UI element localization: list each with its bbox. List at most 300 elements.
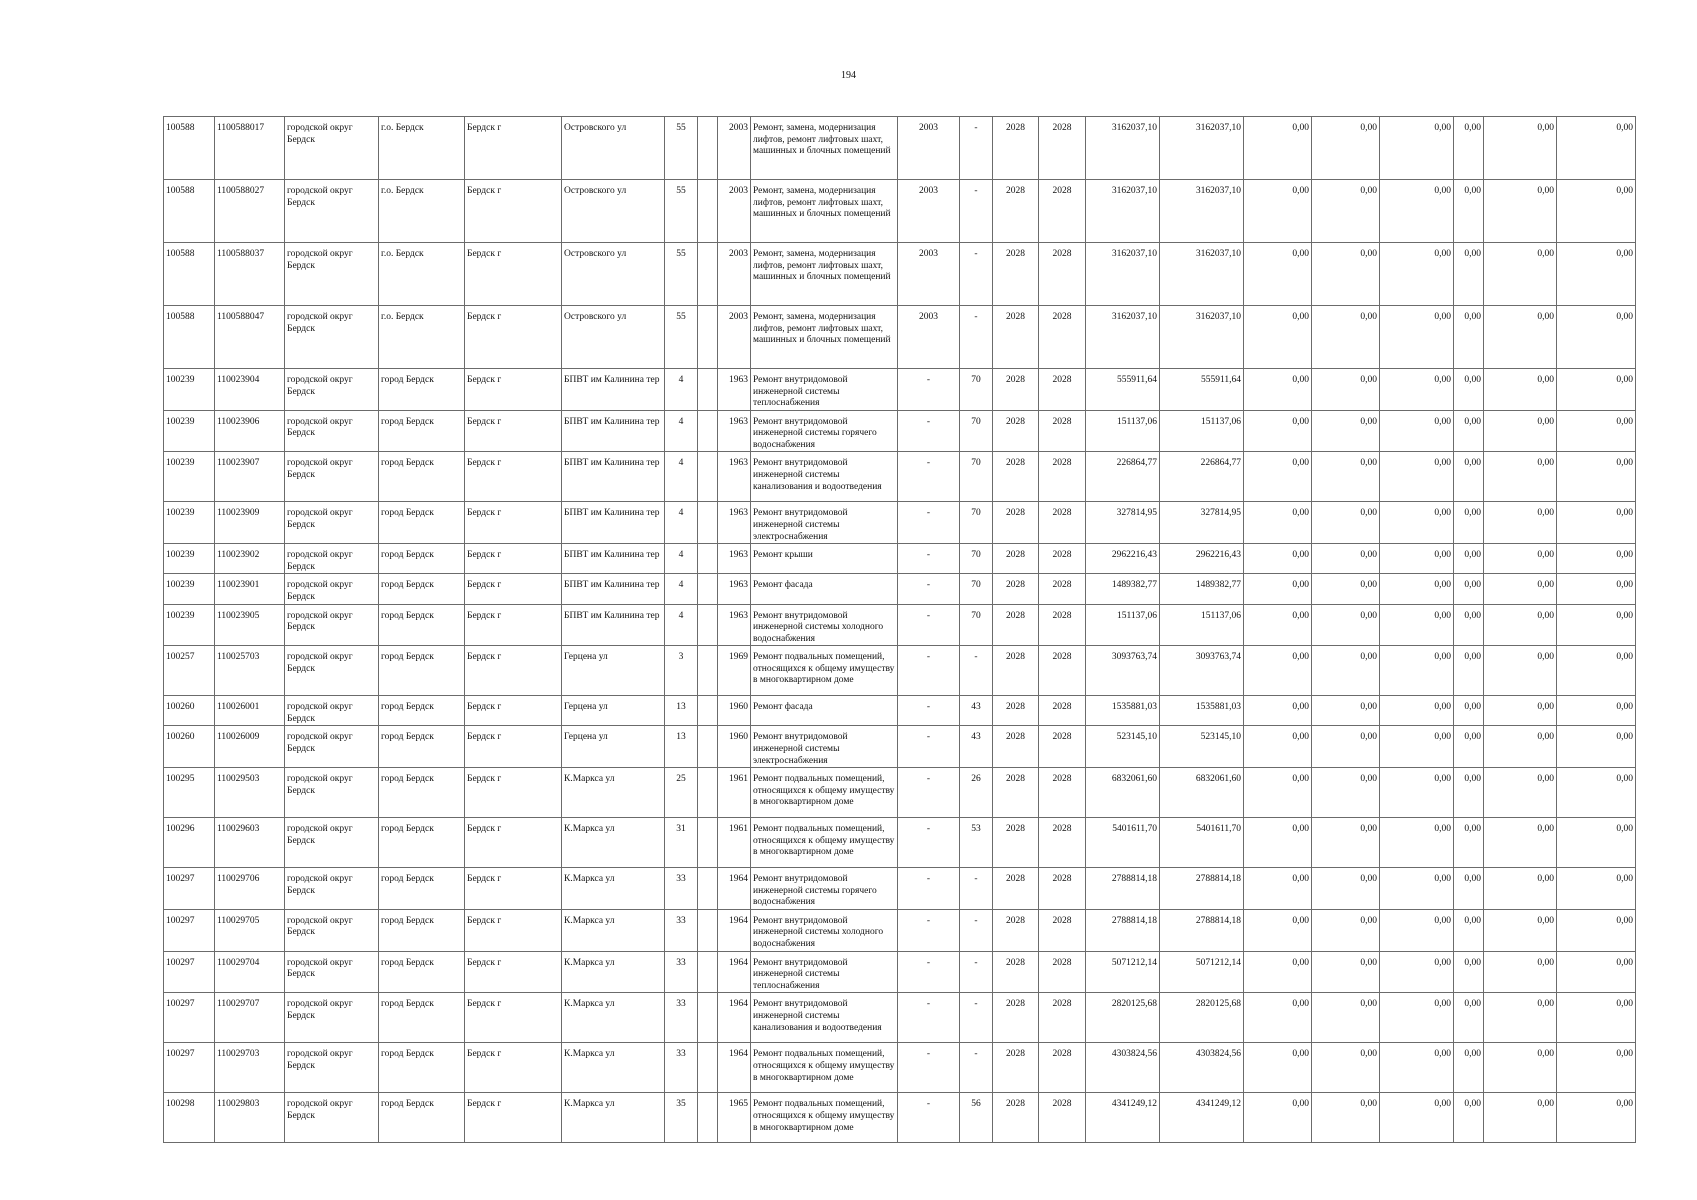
build-year-cell: 1964 xyxy=(718,951,751,993)
house-id-cell: 100588 xyxy=(164,306,215,369)
extra-funds-cell: 0,00 xyxy=(1557,696,1636,726)
last-repair-year-cell: - xyxy=(898,452,960,502)
house-id-cell: 100239 xyxy=(164,604,215,646)
last-repair-year-cell: - xyxy=(898,951,960,993)
fund-cost-cell: 4341249,12 xyxy=(1160,1093,1244,1143)
table-row xyxy=(164,818,1636,868)
wear-percent-cell: - xyxy=(960,306,993,369)
build-year-cell: 2003 xyxy=(718,243,751,306)
fund-cost-cell: 5071212,14 xyxy=(1160,951,1244,993)
settlement-cell: город Бердск xyxy=(379,369,465,411)
wear-percent-cell: 53 xyxy=(960,818,993,868)
planned-end-year-cell: 2028 xyxy=(1039,180,1086,243)
last-repair-year-cell: 2003 xyxy=(898,180,960,243)
total-cost-cell: 3162037,10 xyxy=(1086,243,1160,306)
municipal-district-cell: городской округ Бердск xyxy=(285,117,379,180)
work-id-cell: 110023909 xyxy=(215,502,285,544)
regional-budget-cell: 0,00 xyxy=(1312,868,1380,910)
other-source-cell: 0,00 xyxy=(1454,306,1484,369)
wear-percent-cell: 70 xyxy=(960,604,993,646)
municipal-district-cell: городской округ Бердск xyxy=(285,1043,379,1093)
locality-cell: Бердск г xyxy=(465,452,562,502)
total-cost-cell: 5071212,14 xyxy=(1086,951,1160,993)
federal-budget-cell: 0,00 xyxy=(1244,951,1312,993)
fund-cost-cell: 1489382,77 xyxy=(1160,574,1244,604)
street-cell: Островского ул xyxy=(562,243,665,306)
planned-start-year-cell: 2028 xyxy=(993,117,1039,180)
planned-start-year-cell: 2028 xyxy=(993,726,1039,768)
building-cell xyxy=(698,993,718,1043)
regional-budget-cell: 0,00 xyxy=(1312,243,1380,306)
other-source-cell: 0,00 xyxy=(1454,369,1484,411)
building-cell xyxy=(698,768,718,818)
owners-funds-cell: 0,00 xyxy=(1484,993,1557,1043)
work-id-cell: 110029707 xyxy=(215,993,285,1043)
house-id-cell: 100296 xyxy=(164,818,215,868)
page-number: 194 xyxy=(841,70,856,81)
house-number-cell: 55 xyxy=(665,117,698,180)
regional-budget-cell: 0,00 xyxy=(1312,726,1380,768)
extra-funds-cell: 0,00 xyxy=(1557,117,1636,180)
work-type-cell: Ремонт подвальных помещений, относящихся к общему имуществу в многоквартирном доме xyxy=(751,1043,898,1093)
local-budget-cell: 0,00 xyxy=(1380,243,1454,306)
total-cost-cell: 3162037,10 xyxy=(1086,306,1160,369)
building-cell xyxy=(698,410,718,452)
total-cost-cell: 151137,06 xyxy=(1086,604,1160,646)
work-type-cell: Ремонт подвальных помещений, относящихся к общему имуществу в многоквартирном доме xyxy=(751,1093,898,1143)
municipal-district-cell: городской округ Бердск xyxy=(285,243,379,306)
federal-budget-cell: 0,00 xyxy=(1244,726,1312,768)
other-source-cell: 0,00 xyxy=(1454,646,1484,696)
build-year-cell: 1969 xyxy=(718,646,751,696)
street-cell: Герцена ул xyxy=(562,726,665,768)
total-cost-cell: 2788814,18 xyxy=(1086,868,1160,910)
table-row xyxy=(164,646,1636,696)
work-id-cell: 110023907 xyxy=(215,452,285,502)
last-repair-year-cell: - xyxy=(898,502,960,544)
building-cell xyxy=(698,369,718,411)
work-id-cell: 110029704 xyxy=(215,951,285,993)
wear-percent-cell: - xyxy=(960,909,993,951)
owners-funds-cell: 0,00 xyxy=(1484,951,1557,993)
total-cost-cell: 6832061,60 xyxy=(1086,768,1160,818)
work-type-cell: Ремонт, замена, модернизация лифтов, ремонт лифтовых шахт, машинных и блочных помещений xyxy=(751,243,898,306)
house-id-cell: 100588 xyxy=(164,180,215,243)
municipal-district-cell: городской округ Бердск xyxy=(285,726,379,768)
planned-start-year-cell: 2028 xyxy=(993,1043,1039,1093)
table-row xyxy=(164,726,1636,768)
last-repair-year-cell: - xyxy=(898,410,960,452)
owners-funds-cell: 0,00 xyxy=(1484,1093,1557,1143)
fund-cost-cell: 151137,06 xyxy=(1160,604,1244,646)
planned-start-year-cell: 2028 xyxy=(993,818,1039,868)
house-number-cell: 33 xyxy=(665,868,698,910)
other-source-cell: 0,00 xyxy=(1454,768,1484,818)
fund-cost-cell: 4303824,56 xyxy=(1160,1043,1244,1093)
build-year-cell: 1964 xyxy=(718,993,751,1043)
local-budget-cell: 0,00 xyxy=(1380,410,1454,452)
total-cost-cell: 555911,64 xyxy=(1086,369,1160,411)
work-id-cell: 110023905 xyxy=(215,604,285,646)
street-cell: Островского ул xyxy=(562,306,665,369)
fund-cost-cell: 226864,77 xyxy=(1160,452,1244,502)
regional-budget-cell: 0,00 xyxy=(1312,544,1380,574)
house-id-cell: 100239 xyxy=(164,574,215,604)
work-id-cell: 110029803 xyxy=(215,1093,285,1143)
build-year-cell: 1961 xyxy=(718,768,751,818)
house-id-cell: 100239 xyxy=(164,410,215,452)
table-row xyxy=(164,909,1636,951)
table-row xyxy=(164,369,1636,411)
municipal-district-cell: городской округ Бердск xyxy=(285,646,379,696)
fund-cost-cell: 2788814,18 xyxy=(1160,909,1244,951)
locality-cell: Бердск г xyxy=(465,574,562,604)
owners-funds-cell: 0,00 xyxy=(1484,544,1557,574)
last-repair-year-cell: - xyxy=(898,909,960,951)
planned-start-year-cell: 2028 xyxy=(993,604,1039,646)
street-cell: К.Маркса ул xyxy=(562,818,665,868)
planned-start-year-cell: 2028 xyxy=(993,1093,1039,1143)
work-type-cell: Ремонт подвальных помещений, относящихся к общему имуществу в многоквартирном доме xyxy=(751,768,898,818)
fund-cost-cell: 555911,64 xyxy=(1160,369,1244,411)
extra-funds-cell: 0,00 xyxy=(1557,1043,1636,1093)
local-budget-cell: 0,00 xyxy=(1380,369,1454,411)
wear-percent-cell: 43 xyxy=(960,696,993,726)
other-source-cell: 0,00 xyxy=(1454,909,1484,951)
wear-percent-cell: - xyxy=(960,1043,993,1093)
house-id-cell: 100297 xyxy=(164,951,215,993)
extra-funds-cell: 0,00 xyxy=(1557,574,1636,604)
settlement-cell: город Бердск xyxy=(379,502,465,544)
street-cell: К.Маркса ул xyxy=(562,768,665,818)
settlement-cell: город Бердск xyxy=(379,574,465,604)
building-cell xyxy=(698,502,718,544)
owners-funds-cell: 0,00 xyxy=(1484,726,1557,768)
municipal-district-cell: городской округ Бердск xyxy=(285,306,379,369)
building-cell xyxy=(698,452,718,502)
house-id-cell: 100297 xyxy=(164,868,215,910)
house-number-cell: 13 xyxy=(665,726,698,768)
total-cost-cell: 3093763,74 xyxy=(1086,646,1160,696)
house-number-cell: 55 xyxy=(665,243,698,306)
locality-cell: Бердск г xyxy=(465,117,562,180)
wear-percent-cell: - xyxy=(960,646,993,696)
house-number-cell: 25 xyxy=(665,768,698,818)
last-repair-year-cell: - xyxy=(898,993,960,1043)
build-year-cell: 1964 xyxy=(718,868,751,910)
local-budget-cell: 0,00 xyxy=(1380,117,1454,180)
total-cost-cell: 523145,10 xyxy=(1086,726,1160,768)
wear-percent-cell: 70 xyxy=(960,574,993,604)
house-number-cell: 55 xyxy=(665,306,698,369)
build-year-cell: 2003 xyxy=(718,306,751,369)
federal-budget-cell: 0,00 xyxy=(1244,544,1312,574)
building-cell xyxy=(698,868,718,910)
regional-budget-cell: 0,00 xyxy=(1312,909,1380,951)
street-cell: БПВТ им Калинина тер xyxy=(562,574,665,604)
building-cell xyxy=(698,604,718,646)
municipal-district-cell: городской округ Бердск xyxy=(285,1093,379,1143)
house-number-cell: 4 xyxy=(665,544,698,574)
house-number-cell: 3 xyxy=(665,646,698,696)
fund-cost-cell: 1535881,03 xyxy=(1160,696,1244,726)
extra-funds-cell: 0,00 xyxy=(1557,909,1636,951)
regional-budget-cell: 0,00 xyxy=(1312,410,1380,452)
planned-start-year-cell: 2028 xyxy=(993,502,1039,544)
fund-cost-cell: 2820125,68 xyxy=(1160,993,1244,1043)
regional-budget-cell: 0,00 xyxy=(1312,574,1380,604)
work-type-cell: Ремонт подвальных помещений, относящихся к общему имуществу в многоквартирном доме xyxy=(751,646,898,696)
planned-end-year-cell: 2028 xyxy=(1039,1093,1086,1143)
regional-budget-cell: 0,00 xyxy=(1312,993,1380,1043)
last-repair-year-cell: - xyxy=(898,369,960,411)
municipal-district-cell: городской округ Бердск xyxy=(285,993,379,1043)
total-cost-cell: 1489382,77 xyxy=(1086,574,1160,604)
build-year-cell: 1963 xyxy=(718,544,751,574)
planned-start-year-cell: 2028 xyxy=(993,574,1039,604)
planned-start-year-cell: 2028 xyxy=(993,868,1039,910)
wear-percent-cell: - xyxy=(960,868,993,910)
owners-funds-cell: 0,00 xyxy=(1484,818,1557,868)
street-cell: БПВТ им Калинина тер xyxy=(562,502,665,544)
federal-budget-cell: 0,00 xyxy=(1244,117,1312,180)
wear-percent-cell: - xyxy=(960,951,993,993)
building-cell xyxy=(698,1043,718,1093)
total-cost-cell: 2788814,18 xyxy=(1086,909,1160,951)
building-cell xyxy=(698,696,718,726)
house-number-cell: 33 xyxy=(665,993,698,1043)
federal-budget-cell: 0,00 xyxy=(1244,696,1312,726)
table-row xyxy=(164,180,1636,243)
work-id-cell: 110029603 xyxy=(215,818,285,868)
table-row xyxy=(164,306,1636,369)
locality-cell: Бердск г xyxy=(465,369,562,411)
last-repair-year-cell: - xyxy=(898,1043,960,1093)
work-type-cell: Ремонт, замена, модернизация лифтов, ремонт лифтовых шахт, машинных и блочных помещений xyxy=(751,306,898,369)
last-repair-year-cell: 2003 xyxy=(898,243,960,306)
regional-budget-cell: 0,00 xyxy=(1312,180,1380,243)
planned-end-year-cell: 2028 xyxy=(1039,574,1086,604)
build-year-cell: 1963 xyxy=(718,502,751,544)
last-repair-year-cell: - xyxy=(898,868,960,910)
building-cell xyxy=(698,909,718,951)
settlement-cell: город Бердск xyxy=(379,768,465,818)
total-cost-cell: 3162037,10 xyxy=(1086,180,1160,243)
local-budget-cell: 0,00 xyxy=(1380,502,1454,544)
wear-percent-cell: 70 xyxy=(960,410,993,452)
total-cost-cell: 2962216,43 xyxy=(1086,544,1160,574)
owners-funds-cell: 0,00 xyxy=(1484,646,1557,696)
building-cell xyxy=(698,726,718,768)
wear-percent-cell: 43 xyxy=(960,726,993,768)
federal-budget-cell: 0,00 xyxy=(1244,646,1312,696)
fund-cost-cell: 3162037,10 xyxy=(1160,117,1244,180)
house-number-cell: 4 xyxy=(665,410,698,452)
municipal-district-cell: городской округ Бердск xyxy=(285,544,379,574)
build-year-cell: 1963 xyxy=(718,574,751,604)
federal-budget-cell: 0,00 xyxy=(1244,574,1312,604)
planned-start-year-cell: 2028 xyxy=(993,410,1039,452)
build-year-cell: 1960 xyxy=(718,696,751,726)
settlement-cell: город Бердск xyxy=(379,951,465,993)
locality-cell: Бердск г xyxy=(465,1043,562,1093)
work-type-cell: Ремонт внутридомовой инженерной системы теплоснабжения xyxy=(751,951,898,993)
owners-funds-cell: 0,00 xyxy=(1484,604,1557,646)
total-cost-cell: 4341249,12 xyxy=(1086,1093,1160,1143)
building-cell xyxy=(698,544,718,574)
work-type-cell: Ремонт внутридомовой инженерной системы электроснабжения xyxy=(751,502,898,544)
settlement-cell: г.о. Бердск xyxy=(379,306,465,369)
local-budget-cell: 0,00 xyxy=(1380,951,1454,993)
table-row xyxy=(164,502,1636,544)
fund-cost-cell: 3162037,10 xyxy=(1160,306,1244,369)
settlement-cell: город Бердск xyxy=(379,1093,465,1143)
regional-budget-cell: 0,00 xyxy=(1312,1093,1380,1143)
other-source-cell: 0,00 xyxy=(1454,117,1484,180)
house-number-cell: 33 xyxy=(665,909,698,951)
regional-budget-cell: 0,00 xyxy=(1312,117,1380,180)
wear-percent-cell: 70 xyxy=(960,544,993,574)
work-type-cell: Ремонт внутридомовой инженерной системы электроснабжения xyxy=(751,726,898,768)
regional-budget-cell: 0,00 xyxy=(1312,951,1380,993)
settlement-cell: город Бердск xyxy=(379,993,465,1043)
planned-start-year-cell: 2028 xyxy=(993,243,1039,306)
house-id-cell: 100297 xyxy=(164,909,215,951)
house-number-cell: 13 xyxy=(665,696,698,726)
work-id-cell: 110025703 xyxy=(215,646,285,696)
work-type-cell: Ремонт внутридомовой инженерной системы горячего водоснабжения xyxy=(751,410,898,452)
locality-cell: Бердск г xyxy=(465,818,562,868)
street-cell: БПВТ им Калинина тер xyxy=(562,410,665,452)
work-id-cell: 1100588027 xyxy=(215,180,285,243)
street-cell: К.Маркса ул xyxy=(562,868,665,910)
federal-budget-cell: 0,00 xyxy=(1244,369,1312,411)
work-id-cell: 110029705 xyxy=(215,909,285,951)
planned-start-year-cell: 2028 xyxy=(993,951,1039,993)
build-year-cell: 1961 xyxy=(718,818,751,868)
extra-funds-cell: 0,00 xyxy=(1557,306,1636,369)
house-number-cell: 33 xyxy=(665,1043,698,1093)
planned-end-year-cell: 2028 xyxy=(1039,369,1086,411)
federal-budget-cell: 0,00 xyxy=(1244,818,1312,868)
fund-cost-cell: 2962216,43 xyxy=(1160,544,1244,574)
federal-budget-cell: 0,00 xyxy=(1244,868,1312,910)
work-id-cell: 1100588047 xyxy=(215,306,285,369)
locality-cell: Бердск г xyxy=(465,726,562,768)
local-budget-cell: 0,00 xyxy=(1380,574,1454,604)
settlement-cell: город Бердск xyxy=(379,604,465,646)
planned-end-year-cell: 2028 xyxy=(1039,726,1086,768)
last-repair-year-cell: - xyxy=(898,768,960,818)
settlement-cell: город Бердск xyxy=(379,544,465,574)
regional-budget-cell: 0,00 xyxy=(1312,818,1380,868)
local-budget-cell: 0,00 xyxy=(1380,696,1454,726)
extra-funds-cell: 0,00 xyxy=(1557,369,1636,411)
work-type-cell: Ремонт подвальных помещений, относящихся к общему имуществу в многоквартирном доме xyxy=(751,818,898,868)
planned-start-year-cell: 2028 xyxy=(993,180,1039,243)
wear-percent-cell: 70 xyxy=(960,369,993,411)
locality-cell: Бердск г xyxy=(465,696,562,726)
planned-start-year-cell: 2028 xyxy=(993,369,1039,411)
federal-budget-cell: 0,00 xyxy=(1244,909,1312,951)
table-row xyxy=(164,868,1636,910)
other-source-cell: 0,00 xyxy=(1454,544,1484,574)
build-year-cell: 2003 xyxy=(718,117,751,180)
planned-start-year-cell: 2028 xyxy=(993,646,1039,696)
house-id-cell: 100297 xyxy=(164,1043,215,1093)
work-type-cell: Ремонт, замена, модернизация лифтов, ремонт лифтовых шахт, машинных и блочных помещений xyxy=(751,117,898,180)
local-budget-cell: 0,00 xyxy=(1380,306,1454,369)
build-year-cell: 1963 xyxy=(718,410,751,452)
work-id-cell: 110023906 xyxy=(215,410,285,452)
extra-funds-cell: 0,00 xyxy=(1557,180,1636,243)
owners-funds-cell: 0,00 xyxy=(1484,768,1557,818)
planned-end-year-cell: 2028 xyxy=(1039,696,1086,726)
work-id-cell: 110023902 xyxy=(215,544,285,574)
settlement-cell: город Бердск xyxy=(379,909,465,951)
work-id-cell: 1100588037 xyxy=(215,243,285,306)
municipal-district-cell: городской округ Бердск xyxy=(285,604,379,646)
settlement-cell: город Бердск xyxy=(379,868,465,910)
street-cell: Островского ул xyxy=(562,117,665,180)
planned-end-year-cell: 2028 xyxy=(1039,818,1086,868)
federal-budget-cell: 0,00 xyxy=(1244,243,1312,306)
municipal-district-cell: городской округ Бердск xyxy=(285,369,379,411)
federal-budget-cell: 0,00 xyxy=(1244,180,1312,243)
build-year-cell: 1963 xyxy=(718,369,751,411)
owners-funds-cell: 0,00 xyxy=(1484,369,1557,411)
build-year-cell: 1963 xyxy=(718,604,751,646)
locality-cell: Бердск г xyxy=(465,1093,562,1143)
last-repair-year-cell: - xyxy=(898,604,960,646)
wear-percent-cell: - xyxy=(960,180,993,243)
fund-cost-cell: 5401611,70 xyxy=(1160,818,1244,868)
planned-end-year-cell: 2028 xyxy=(1039,604,1086,646)
settlement-cell: г.о. Бердск xyxy=(379,117,465,180)
total-cost-cell: 3162037,10 xyxy=(1086,117,1160,180)
local-budget-cell: 0,00 xyxy=(1380,818,1454,868)
extra-funds-cell: 0,00 xyxy=(1557,1093,1636,1143)
total-cost-cell: 2820125,68 xyxy=(1086,993,1160,1043)
locality-cell: Бердск г xyxy=(465,868,562,910)
settlement-cell: город Бердск xyxy=(379,452,465,502)
locality-cell: Бердск г xyxy=(465,768,562,818)
house-number-cell: 4 xyxy=(665,452,698,502)
work-id-cell: 110029503 xyxy=(215,768,285,818)
local-budget-cell: 0,00 xyxy=(1380,604,1454,646)
other-source-cell: 0,00 xyxy=(1454,696,1484,726)
street-cell: БПВТ им Калинина тер xyxy=(562,369,665,411)
street-cell: К.Маркса ул xyxy=(562,909,665,951)
house-id-cell: 100260 xyxy=(164,726,215,768)
table-row xyxy=(164,1093,1636,1143)
federal-budget-cell: 0,00 xyxy=(1244,1043,1312,1093)
work-type-cell: Ремонт внутридомовой инженерной системы канализования и водоотведения xyxy=(751,993,898,1043)
owners-funds-cell: 0,00 xyxy=(1484,909,1557,951)
extra-funds-cell: 0,00 xyxy=(1557,646,1636,696)
planned-end-year-cell: 2028 xyxy=(1039,768,1086,818)
planned-end-year-cell: 2028 xyxy=(1039,951,1086,993)
owners-funds-cell: 0,00 xyxy=(1484,696,1557,726)
work-type-cell: Ремонт фасада xyxy=(751,574,898,604)
settlement-cell: г.о. Бердск xyxy=(379,243,465,306)
extra-funds-cell: 0,00 xyxy=(1557,604,1636,646)
last-repair-year-cell: - xyxy=(898,646,960,696)
last-repair-year-cell: - xyxy=(898,726,960,768)
wear-percent-cell: 26 xyxy=(960,768,993,818)
build-year-cell: 1964 xyxy=(718,909,751,951)
other-source-cell: 0,00 xyxy=(1454,818,1484,868)
